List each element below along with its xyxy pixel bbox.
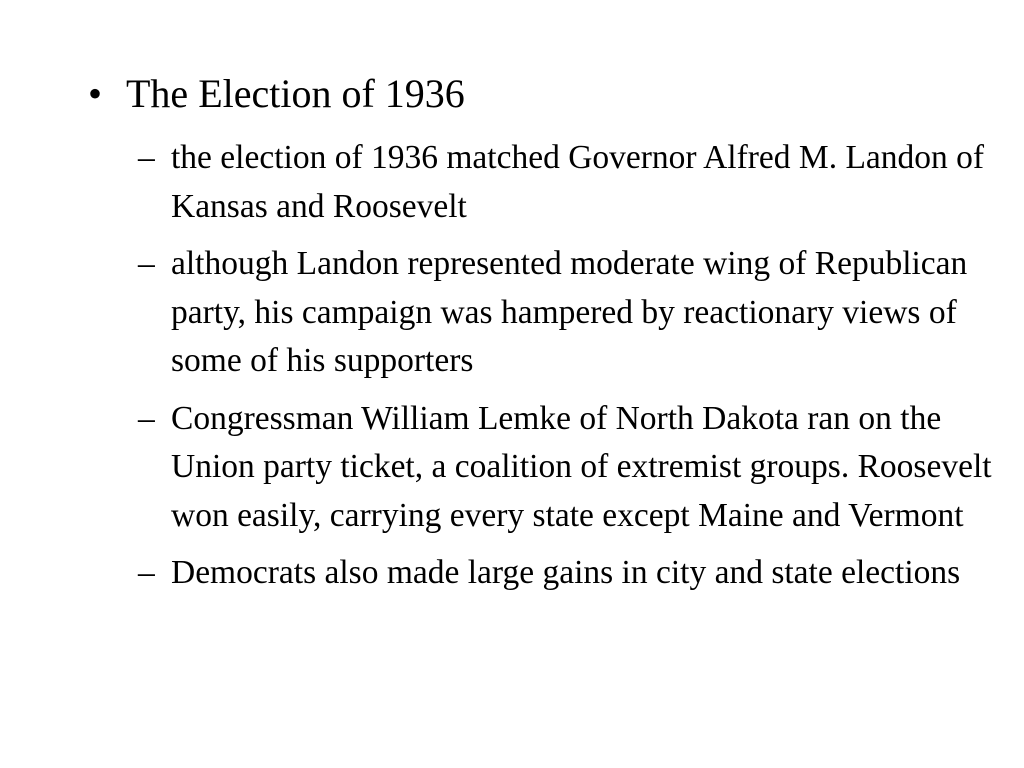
slide-title: The Election of 1936 [126,71,465,116]
sub-bullet-dash: – [138,554,155,591]
sub-bullet-text: the election of 1936 matched Governor Alfred M. Landon of Kansas and Roosevelt [171,139,985,225]
sub-bullet-text: Congressman William Lemke of North Dakota ran on the Union party ticket, a coalition of extremist groups. Roosevelt won easily, carrying every state except Maine and Vermont [171,399,992,534]
sub-bullet-text: Democrats also made large gains in city and state elections [171,554,961,591]
sub-bullet-dash: – [138,245,155,282]
sub-bullet-2 [138,240,998,386]
sub-bullet-list [138,134,998,607]
sub-bullet-dash: – [138,139,155,176]
sub-bullet-text: although Landon represented moderate wing of Republican party, his campaign was hampered by reactionary views of some of his supporters [171,245,968,379]
sub-bullet-1 [138,134,998,231]
sub-bullet-dash: – [138,399,155,437]
sub-bullet-4 [138,549,998,598]
sub-bullet-3 [138,395,998,541]
bullet-dot: • [88,71,103,116]
main-bullet [88,70,465,118]
